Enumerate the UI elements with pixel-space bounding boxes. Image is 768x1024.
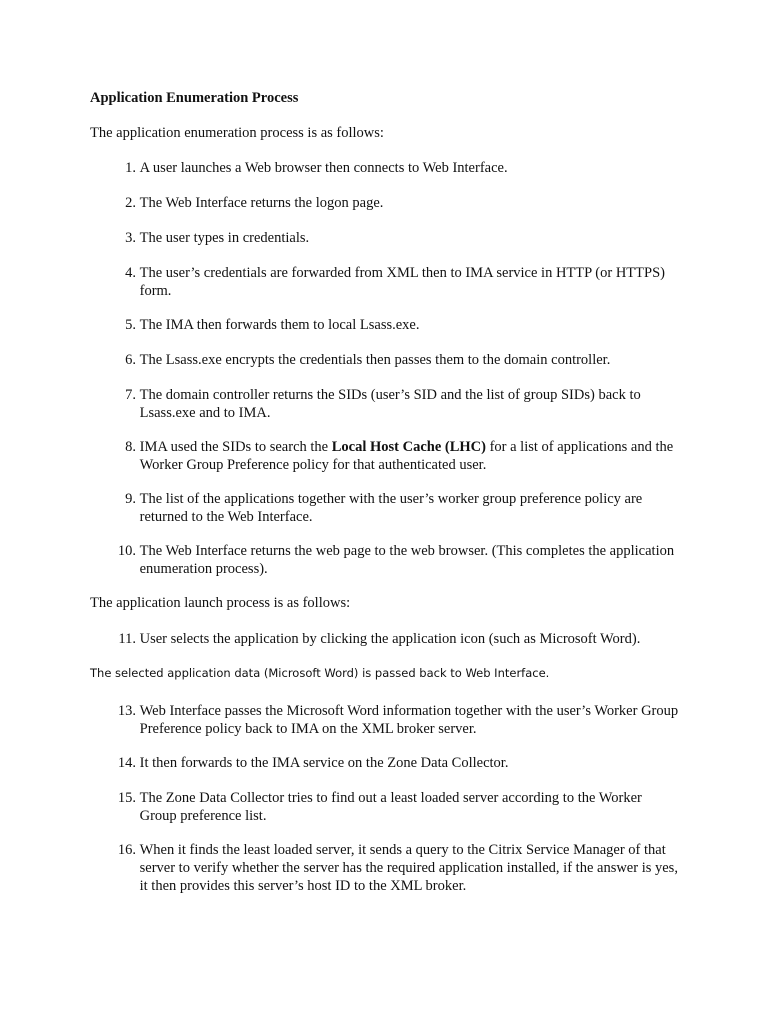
list-item-text: Web Interface passes the Microsoft Word information together with the user’s Worker Group Preference policy back to IMA on the XML broker server. [139,703,679,737]
list-item-text: It then forwards to the IMA service on the Zone Data Collector. [139,755,509,771]
list-item-text-after: for a list of applications and the Worker Group Preference policy for that authenticated user. [139,439,674,473]
list-item [108,841,688,895]
list-item-text: The domain controller returns the SIDs (user’s SID and the list of group SIDs) back to Lsass.exe and to IMA. [139,387,641,421]
list-item [108,490,688,526]
list-item-text-before: IMA used the SIDs to search the [139,439,332,455]
list-item [108,159,688,177]
list-item-number: 9. [125,491,136,507]
list-item [108,194,688,212]
page-title: Application Enumeration Process [90,90,299,106]
list-item [108,264,688,300]
list-item-text: User selects the application by clicking the application icon (such as Microsoft Word). [139,631,641,647]
list-item [108,702,688,738]
list-item [108,316,688,334]
list-item-number: 5. [125,317,136,333]
intro-paragraph: The application enumeration process is as follows: [90,125,384,141]
list-item-number: 8. [125,439,136,455]
list-item-number: 2. [125,195,136,211]
list-item-number: 13. [117,703,136,719]
list-item [108,630,688,648]
list-item-number: 11. [118,631,136,647]
list-item [108,229,688,247]
list-item [108,542,688,578]
list-item-number: 6. [125,352,136,368]
list-item-number: 4. [125,265,136,281]
list-item-number: 1. [125,160,136,176]
list-item-number: 14. [117,755,136,771]
list-item-text: The Zone Data Collector tries to find out a least loaded server according to the Worker Group preference list. [139,790,642,824]
list-item-number: 15. [117,790,136,806]
list-item-text: The Web Interface returns the web page to the web browser. (This completes the application enumeration process). [139,543,675,577]
list-item-text: The Lsass.exe encrypts the credentials then passes them to the domain controller. [139,352,611,368]
list-item-text: The Web Interface returns the logon page. [139,195,384,211]
list-item-text: The user’s credentials are forwarded from XML then to IMA service in HTTP (or HTTPS) form. [139,265,665,299]
list-item [108,351,688,369]
list-item-number: 10. [117,543,136,559]
list-item-text: The user types in credentials. [139,230,310,246]
list-item-text: The list of the applications together with the user’s worker group preference policy are returned to the Web Interface. [139,491,643,525]
list-item-number: 3. [125,230,136,246]
launch-intro-paragraph: The application launch process is as follows: [90,595,351,611]
local-host-cache-term: Local Host Cache (LHC) [331,439,486,455]
step-12-note: The selected application data (Microsoft Word) is passed back to Web Interface. [90,666,550,680]
list-item [108,386,688,422]
list-item-text [140,438,680,474]
list-item-text: A user launches a Web browser then connects to Web Interface. [139,160,508,176]
list-item-number: 7. [125,387,136,403]
list-item [108,438,688,474]
list-item-text: When it finds the least loaded server, it sends a query to the Citrix Service Manager of that server to verify whether the server has the required application installed, if the answer is yes, it then provides this server’s host ID to the XML broker. [139,842,678,894]
list-item [108,754,688,772]
list-item-number: 16. [117,842,136,858]
list-item [108,789,688,825]
list-item-text: The IMA then forwards them to local Lsass.exe. [139,317,420,333]
